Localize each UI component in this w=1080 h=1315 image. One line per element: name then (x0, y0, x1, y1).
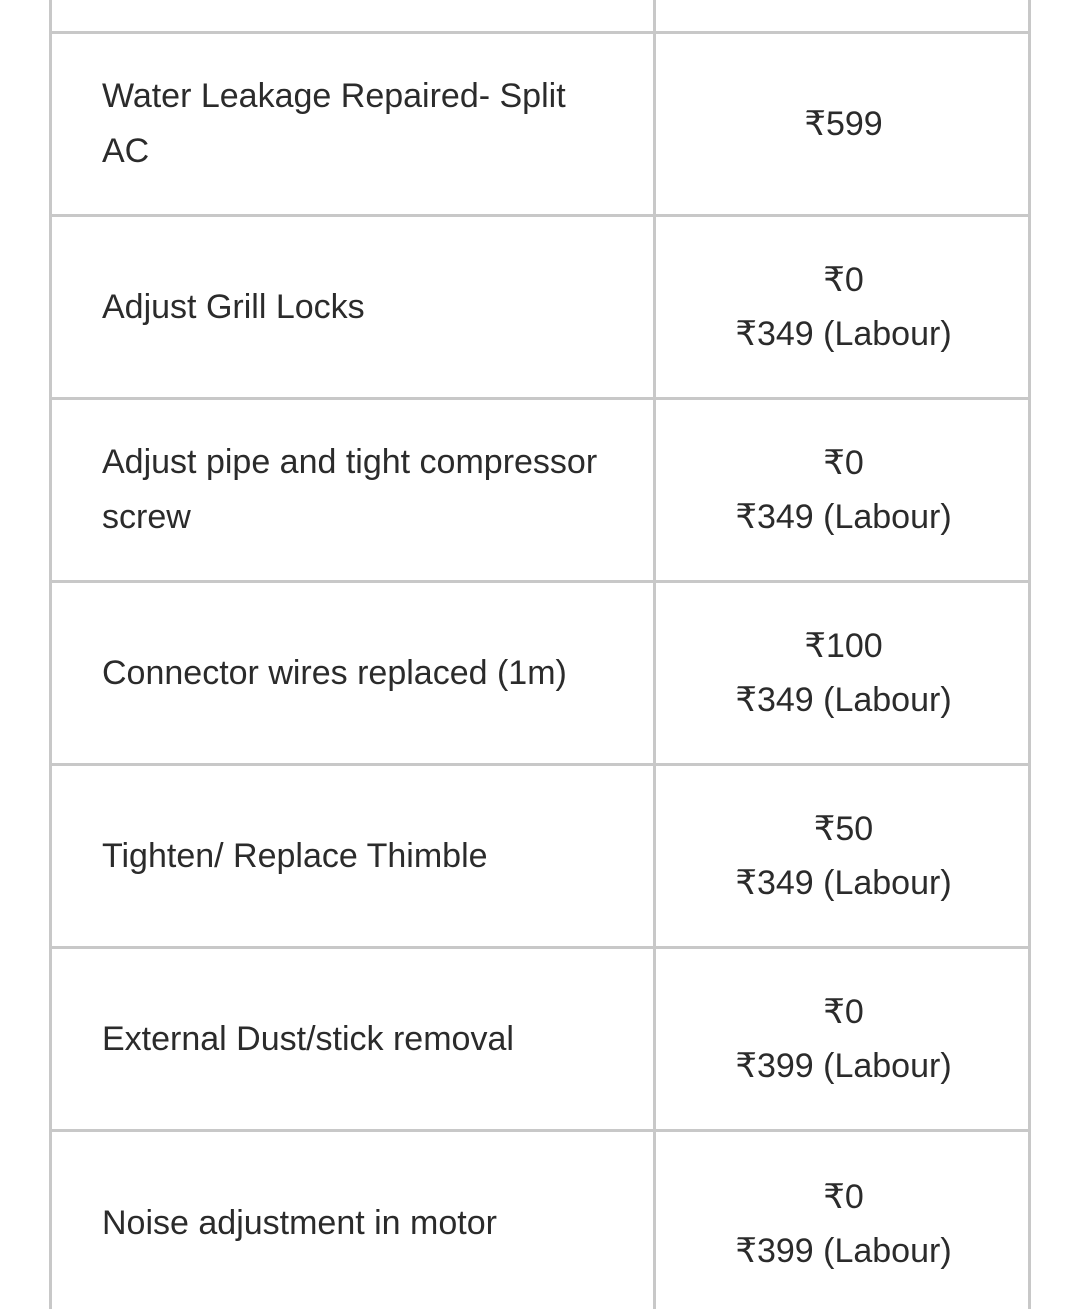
part-price: ₹599 (804, 105, 883, 143)
part-price: ₹0 (823, 993, 864, 1031)
price-cell (656, 34, 1031, 214)
service-cell: Adjust Grill Locks (102, 287, 365, 326)
price-table (49, 0, 1031, 1309)
table-row-partial (52, 0, 1028, 34)
part-price: ₹0 (823, 1177, 864, 1216)
labour-price: ₹399 (Labour) (735, 1231, 952, 1270)
labour-price: ₹349 (Labour) (735, 681, 952, 719)
table-row (52, 1132, 1028, 1315)
labour-price: ₹349 (Labour) (735, 864, 952, 902)
service-cell: Water Leakage Repaired- Split AC (102, 77, 566, 170)
labour-price: ₹349 (Labour) (735, 315, 952, 353)
price-cell (656, 217, 1031, 397)
part-price: ₹100 (804, 627, 883, 665)
service-cell: Noise adjustment in motor (102, 1204, 497, 1242)
price-cell (656, 400, 1031, 580)
part-price: ₹0 (823, 444, 864, 482)
service-cell: Connector wires replaced (1m) (102, 653, 567, 692)
price-cell (656, 766, 1031, 946)
price-cell (656, 949, 1031, 1129)
part-price: ₹50 (813, 810, 874, 848)
table-row (52, 949, 1028, 1132)
price-cell (656, 1132, 1031, 1315)
service-cell: External Dust/stick removal (102, 1019, 514, 1058)
table-row (52, 766, 1028, 949)
labour-price: ₹399 (Labour) (735, 1047, 952, 1085)
part-price: ₹0 (823, 261, 864, 299)
table-row (52, 217, 1028, 400)
service-cell: Adjust pipe and tight compressor screw (102, 443, 598, 536)
table-row (52, 34, 1028, 217)
labour-price: ₹349 (Labour) (735, 498, 952, 536)
table-row (52, 583, 1028, 766)
table-body (52, 34, 1028, 1315)
table-row (52, 400, 1028, 583)
price-cell (656, 583, 1031, 763)
service-cell: Tighten/ Replace Thimble (102, 836, 488, 875)
